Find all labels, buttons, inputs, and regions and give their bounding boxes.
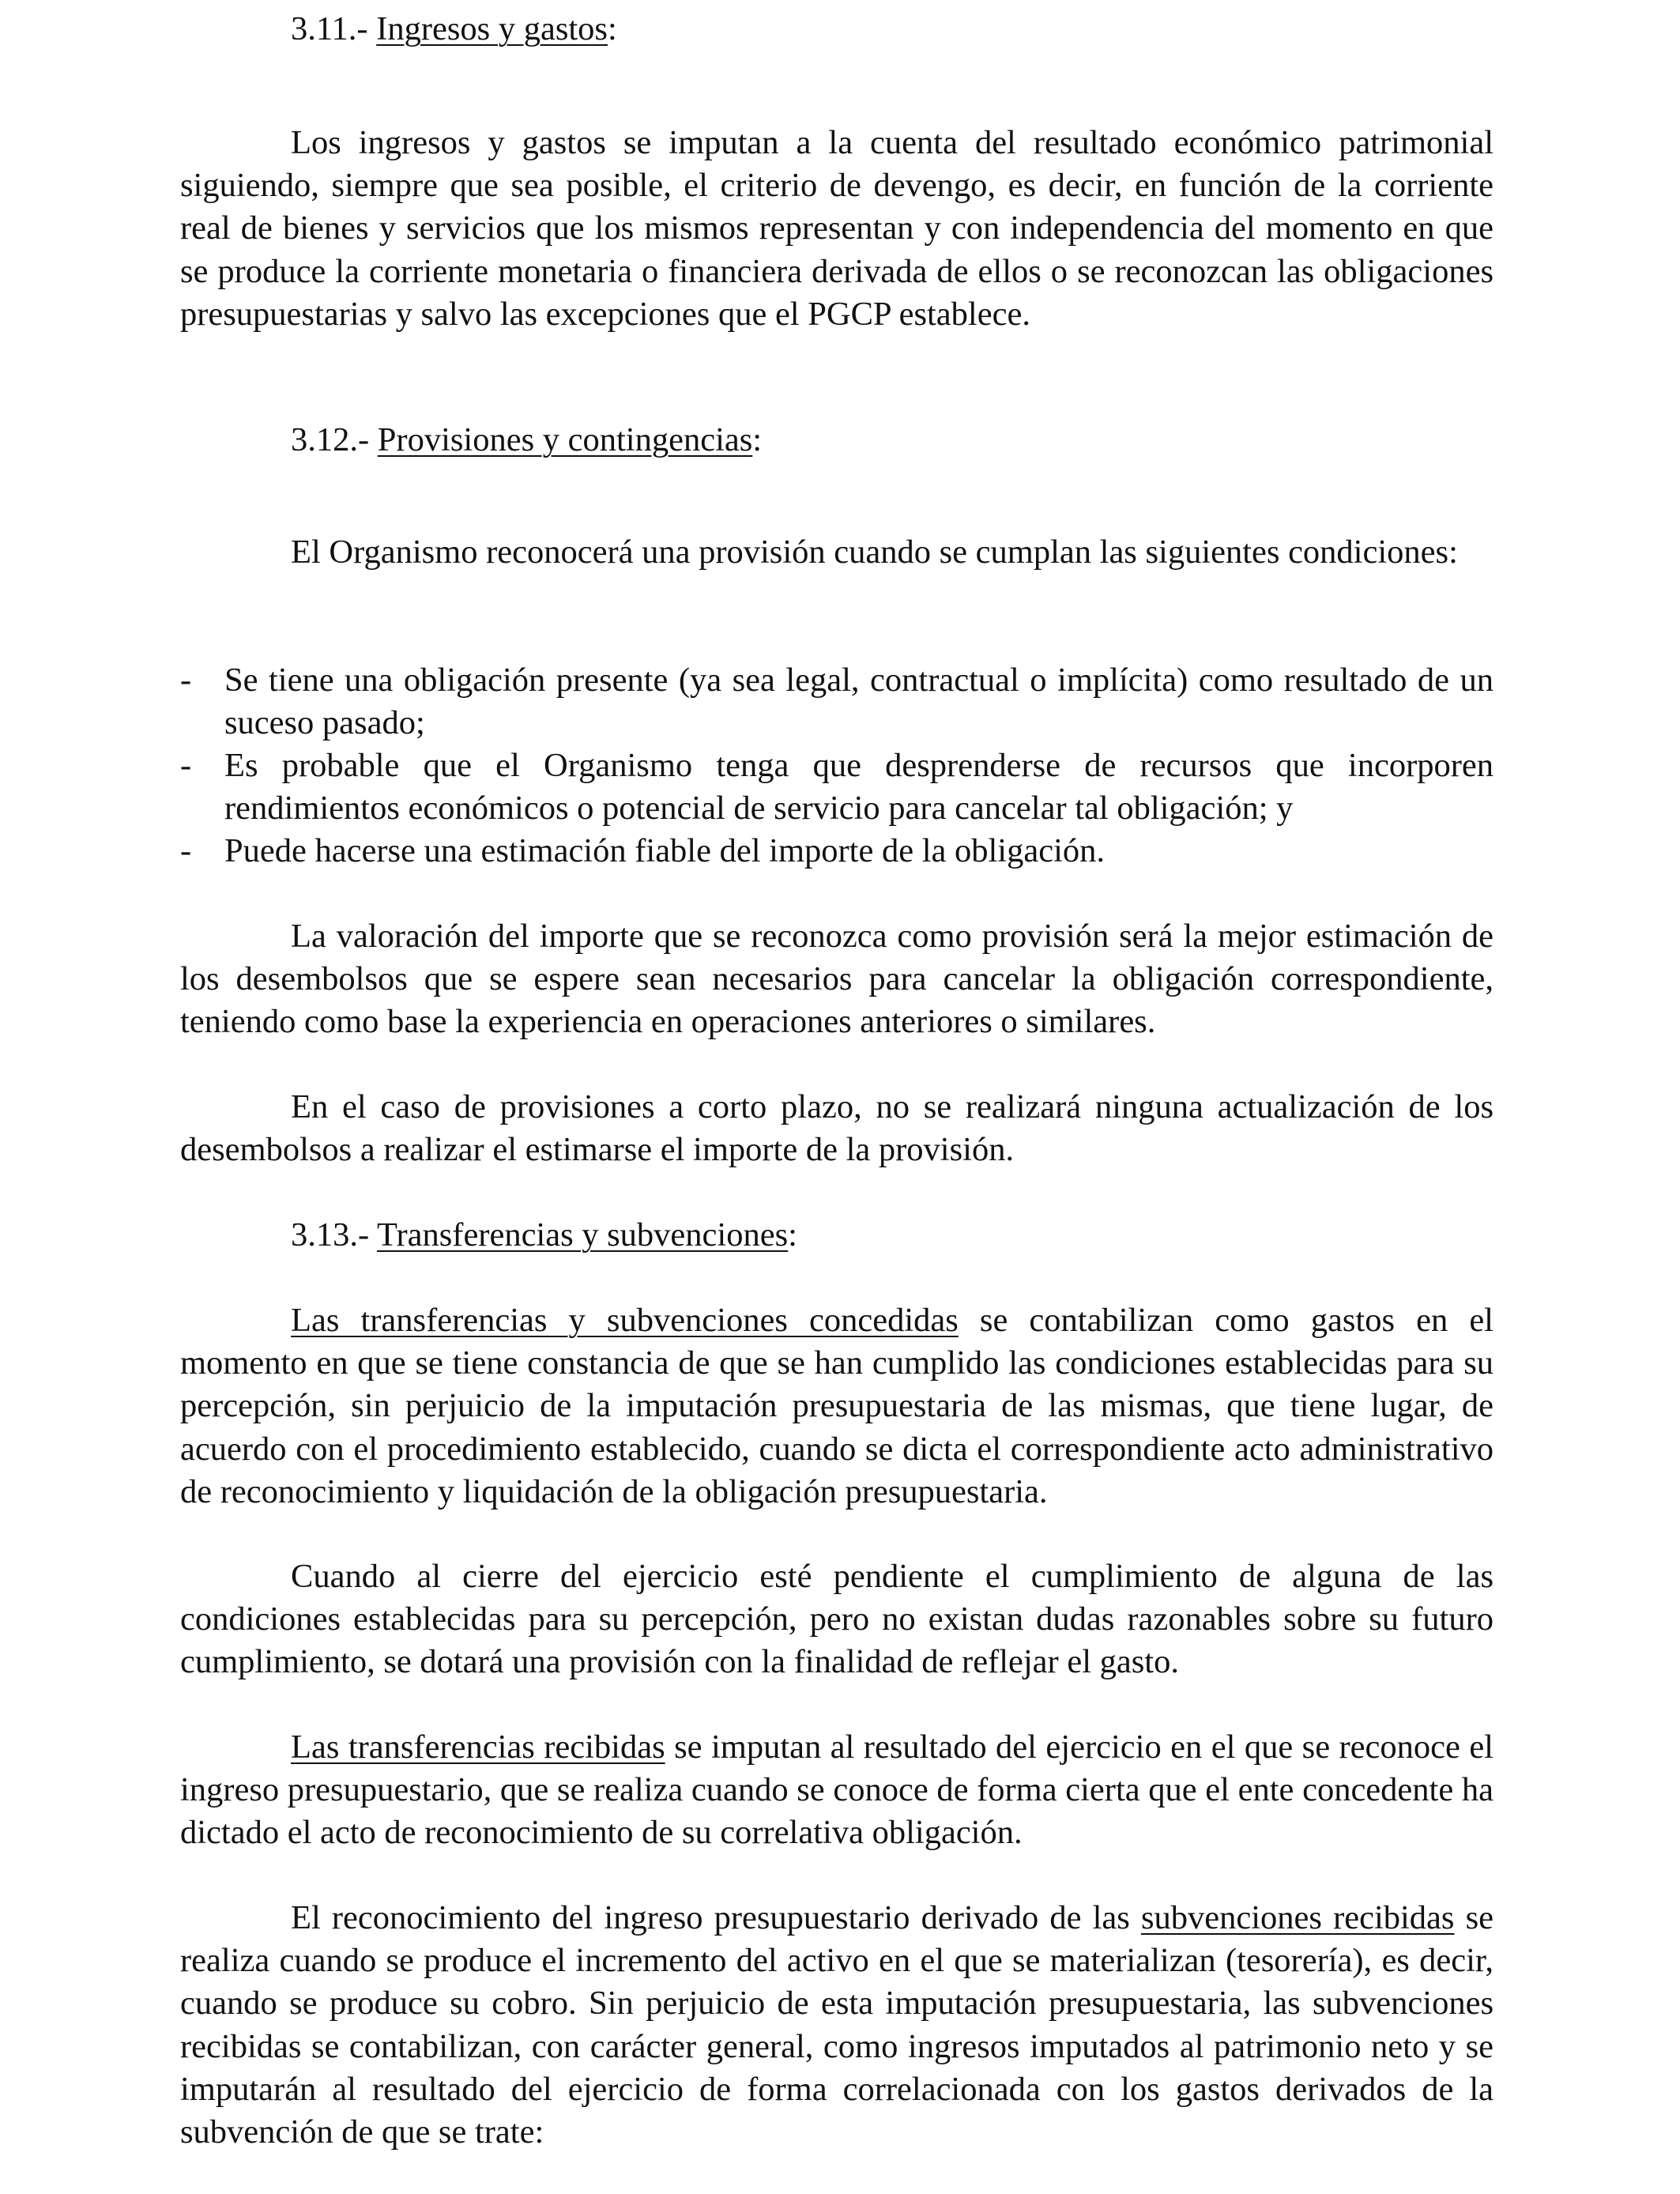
condition-text: Es probable que el Organismo tenga que desprenderse de recursos que incorporen rendimientos económicos o potencial de servicio para cancelar tal obligación; y bbox=[224, 747, 1494, 827]
section-heading-3-12 bbox=[291, 419, 762, 462]
provision-intro-paragraph: El Organismo reconocerá una provisión cuando se cumplan las siguientes condiciones: bbox=[291, 533, 1458, 571]
subsidies-intro-text: El reconocimiento del ingreso presupuestario derivado de las bbox=[291, 1899, 1141, 1936]
granted-transfers-paragraph bbox=[180, 1299, 1494, 1514]
section-title: Transferencias y subvenciones bbox=[377, 1216, 789, 1253]
list-item bbox=[180, 830, 1494, 873]
section-number: 3.11.- bbox=[291, 10, 377, 47]
bullet-dash: - bbox=[180, 747, 192, 784]
section-heading-3-11 bbox=[291, 8, 617, 51]
pending-conditions-paragraph: Cuando al cierre del ejercicio esté pendiente el cumplimiento de alguna de las condiciones establecidas para su percepción, pero no existan dudas razonables sobre su futuro cumplimiento, se dotará una provisión con la finalidad de reflejar el gasto. bbox=[180, 1558, 1494, 1681]
valuation-paragraph: La valoración del importe que se reconozca como provisión será la mejor estimación de los desembolsos que se espere sean necesarios para cancelar la obligación correspondiente, teniendo como base la experiencia en operaciones anteriores o similares. bbox=[180, 918, 1494, 1041]
granted-transfers-label: Las transferencias y subvenciones concedidas bbox=[291, 1302, 959, 1339]
section-title: Provisiones y contingencias bbox=[377, 421, 753, 458]
bullet-dash: - bbox=[180, 662, 192, 699]
income-expenses-paragraph: Los ingresos y gastos se imputan a la cuenta del resultado económico patrimonial siguiendo, siempre que sea posible, el criterio de devengo, es decir, en función de la corriente real de bienes y servicios que los mismos representan y con independencia del momento en que se produce la corriente monetaria o financiera derivada de ellos o se reconozcan las obligaciones presupuestarias y salvo las excepciones que el PGCP establece. bbox=[180, 124, 1494, 333]
received-transfers-paragraph bbox=[180, 1726, 1494, 1855]
received-transfers-text: se imputan al resultado del ejercicio en el que se reconoce el ingreso presupuestario, que se realiza cuando se conoce de forma cierta que el ente concedente ha dictado el acto de reconocimiento de su correlativa obligación. bbox=[180, 1728, 1494, 1852]
bullet-dash: - bbox=[180, 832, 192, 869]
list-item bbox=[180, 659, 1494, 745]
section-number: 3.13.- bbox=[291, 1216, 378, 1253]
section-heading-3-13 bbox=[291, 1214, 797, 1257]
heading-colon: : bbox=[607, 10, 617, 47]
condition-text: Puede hacerse una estimación fiable del importe de la obligación. bbox=[224, 832, 1106, 869]
heading-colon: : bbox=[752, 421, 763, 458]
received-subsidies-label: subvenciones recibidas bbox=[1140, 1899, 1455, 1936]
received-transfers-label: Las transferencias recibidas bbox=[291, 1728, 665, 1766]
received-subsidies-paragraph bbox=[180, 1897, 1494, 2154]
heading-colon: : bbox=[788, 1216, 797, 1253]
granted-transfers-text: se contabilizan como gastos en el momento en que se tiene constancia de que se han cumplido las condiciones establecidas para su percepción, sin perjuicio de la imputación presupuestaria de las mismas, que tiene lugar, de acuerdo con el procedimiento establecido, cuando se dicta el correspondiente acto administrativo de reconocimiento y liquidación de la obligación presupuestaria. bbox=[180, 1302, 1494, 1510]
section-number: 3.12.- bbox=[291, 421, 378, 458]
short-term-paragraph: En el caso de provisiones a corto plazo, no se realizará ninguna actualización de los desembolsos a realizar el estimarse el importe de la provisión. bbox=[180, 1088, 1494, 1169]
condition-text: Se tiene una obligación presente (ya sea legal, contractual o implícita) como resultado de un suceso pasado; bbox=[224, 662, 1494, 742]
list-item bbox=[180, 745, 1494, 830]
received-subsidies-text: se realiza cuando se produce el incremento del activo en el que se materializan (tesorería), es decir, cuando se produce su cobro. Sin perjuicio de esta imputación presupuestaria, las subvenciones recibidas se contabilizan, con carácter general, como ingresos imputados al patrimonio neto y se imputarán al resultado del ejercicio de forma correlacionada con los gastos derivados de la subvención de que se trate: bbox=[180, 1899, 1494, 2151]
section-title: Ingresos y gastos bbox=[376, 10, 608, 47]
